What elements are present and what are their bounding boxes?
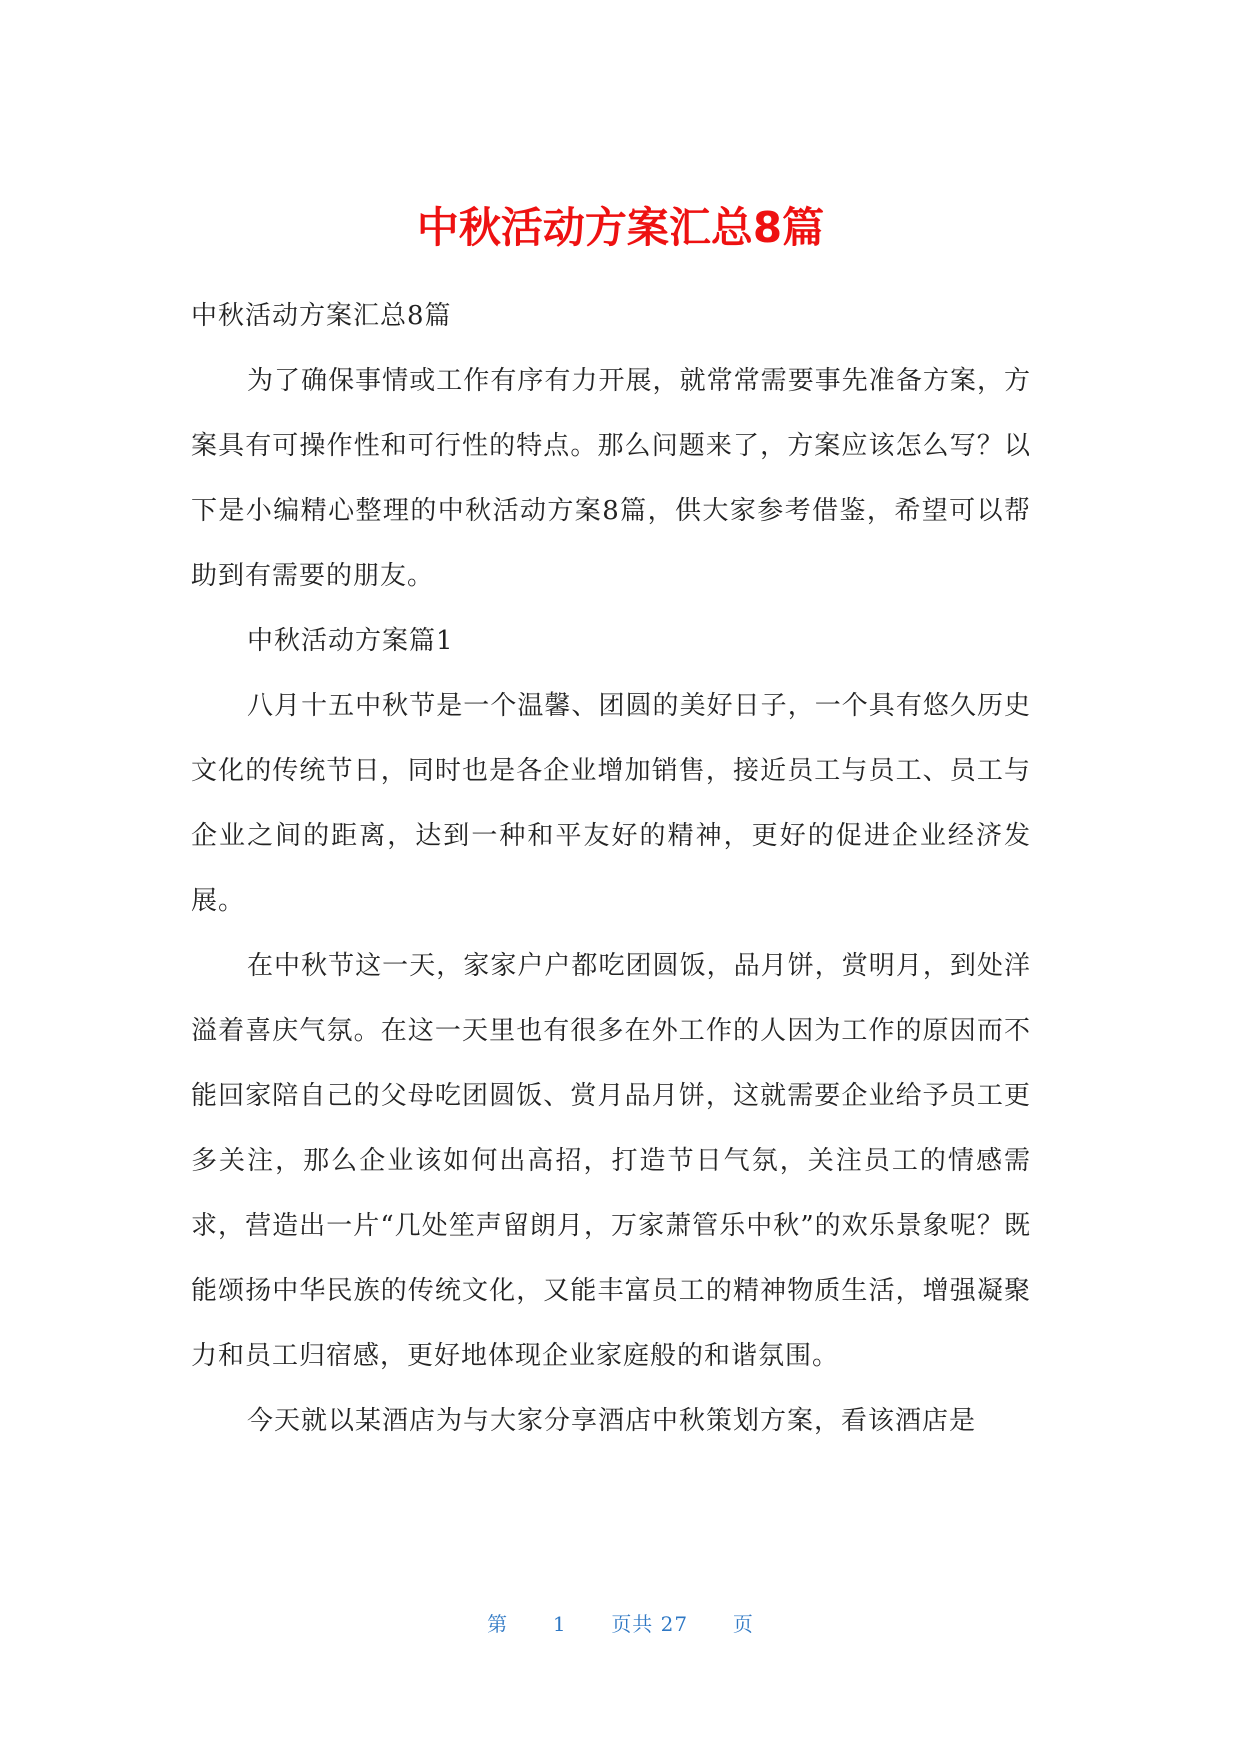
current-page-number: 1 [552,1612,567,1636]
intro-paragraph: 为了确保事情或工作有序有力开展，就常常需要事先准备方案，方案具有可操作性和可行性的特点。那么问题来了，方案应该怎么写？以下是小编精心整理的中秋活动方案8篇，供大家参考借鉴，希望可以帮助到有需要的朋友。 [191,366,1031,591]
document-title: 中秋活动方案汇总8篇 [416,203,825,252]
footer-prefix: 第 [487,1612,509,1636]
body-paragraph: 八月十五中秋节是一个温馨、团圆的美好日子，一个具有悠久历史文化的传统节日，同时也是各企业增加销售，接近员工与员工、员工与企业之间的距离，达到一种和平友好的精神，更好的促进企业经济发展。 [191,691,1031,916]
page-footer [0,1608,1241,1637]
subtitle-paragraph: 中秋活动方案汇总8篇 [191,301,452,331]
footer-suffix: 页 [732,1612,754,1636]
document-body [191,284,1031,1454]
total-pages-number: 27 [660,1612,689,1636]
footer-mid: 页共 [611,1612,654,1636]
body-paragraph: 在中秋节这一天，家家户户都吃团圆饭，品月饼，赏明月，到处洋溢着喜庆气氛。在这一天里也有很多在外工作的人因为工作的原因而不能回家陪自己的父母吃团圆饭、赏月品月饼，这就需要企业给予员工更多关注，那么企业该如何出高招，打造节日气氛，关注员工的情感需求，营造出一片“几处笙声留朗月，万家萧管乐中秋”的欢乐景象呢？既能颂扬中华民族的传统文化，又能丰富员工的精神物质生活，增强凝聚力和员工归宿感，更好地体现企业家庭般的和谐氛围。 [191,951,1031,1371]
section-heading: 中秋活动方案篇1 [247,626,454,656]
body-paragraph: 今天就以某酒店为与大家分享酒店中秋策划方案，看该酒店是 [247,1406,977,1436]
